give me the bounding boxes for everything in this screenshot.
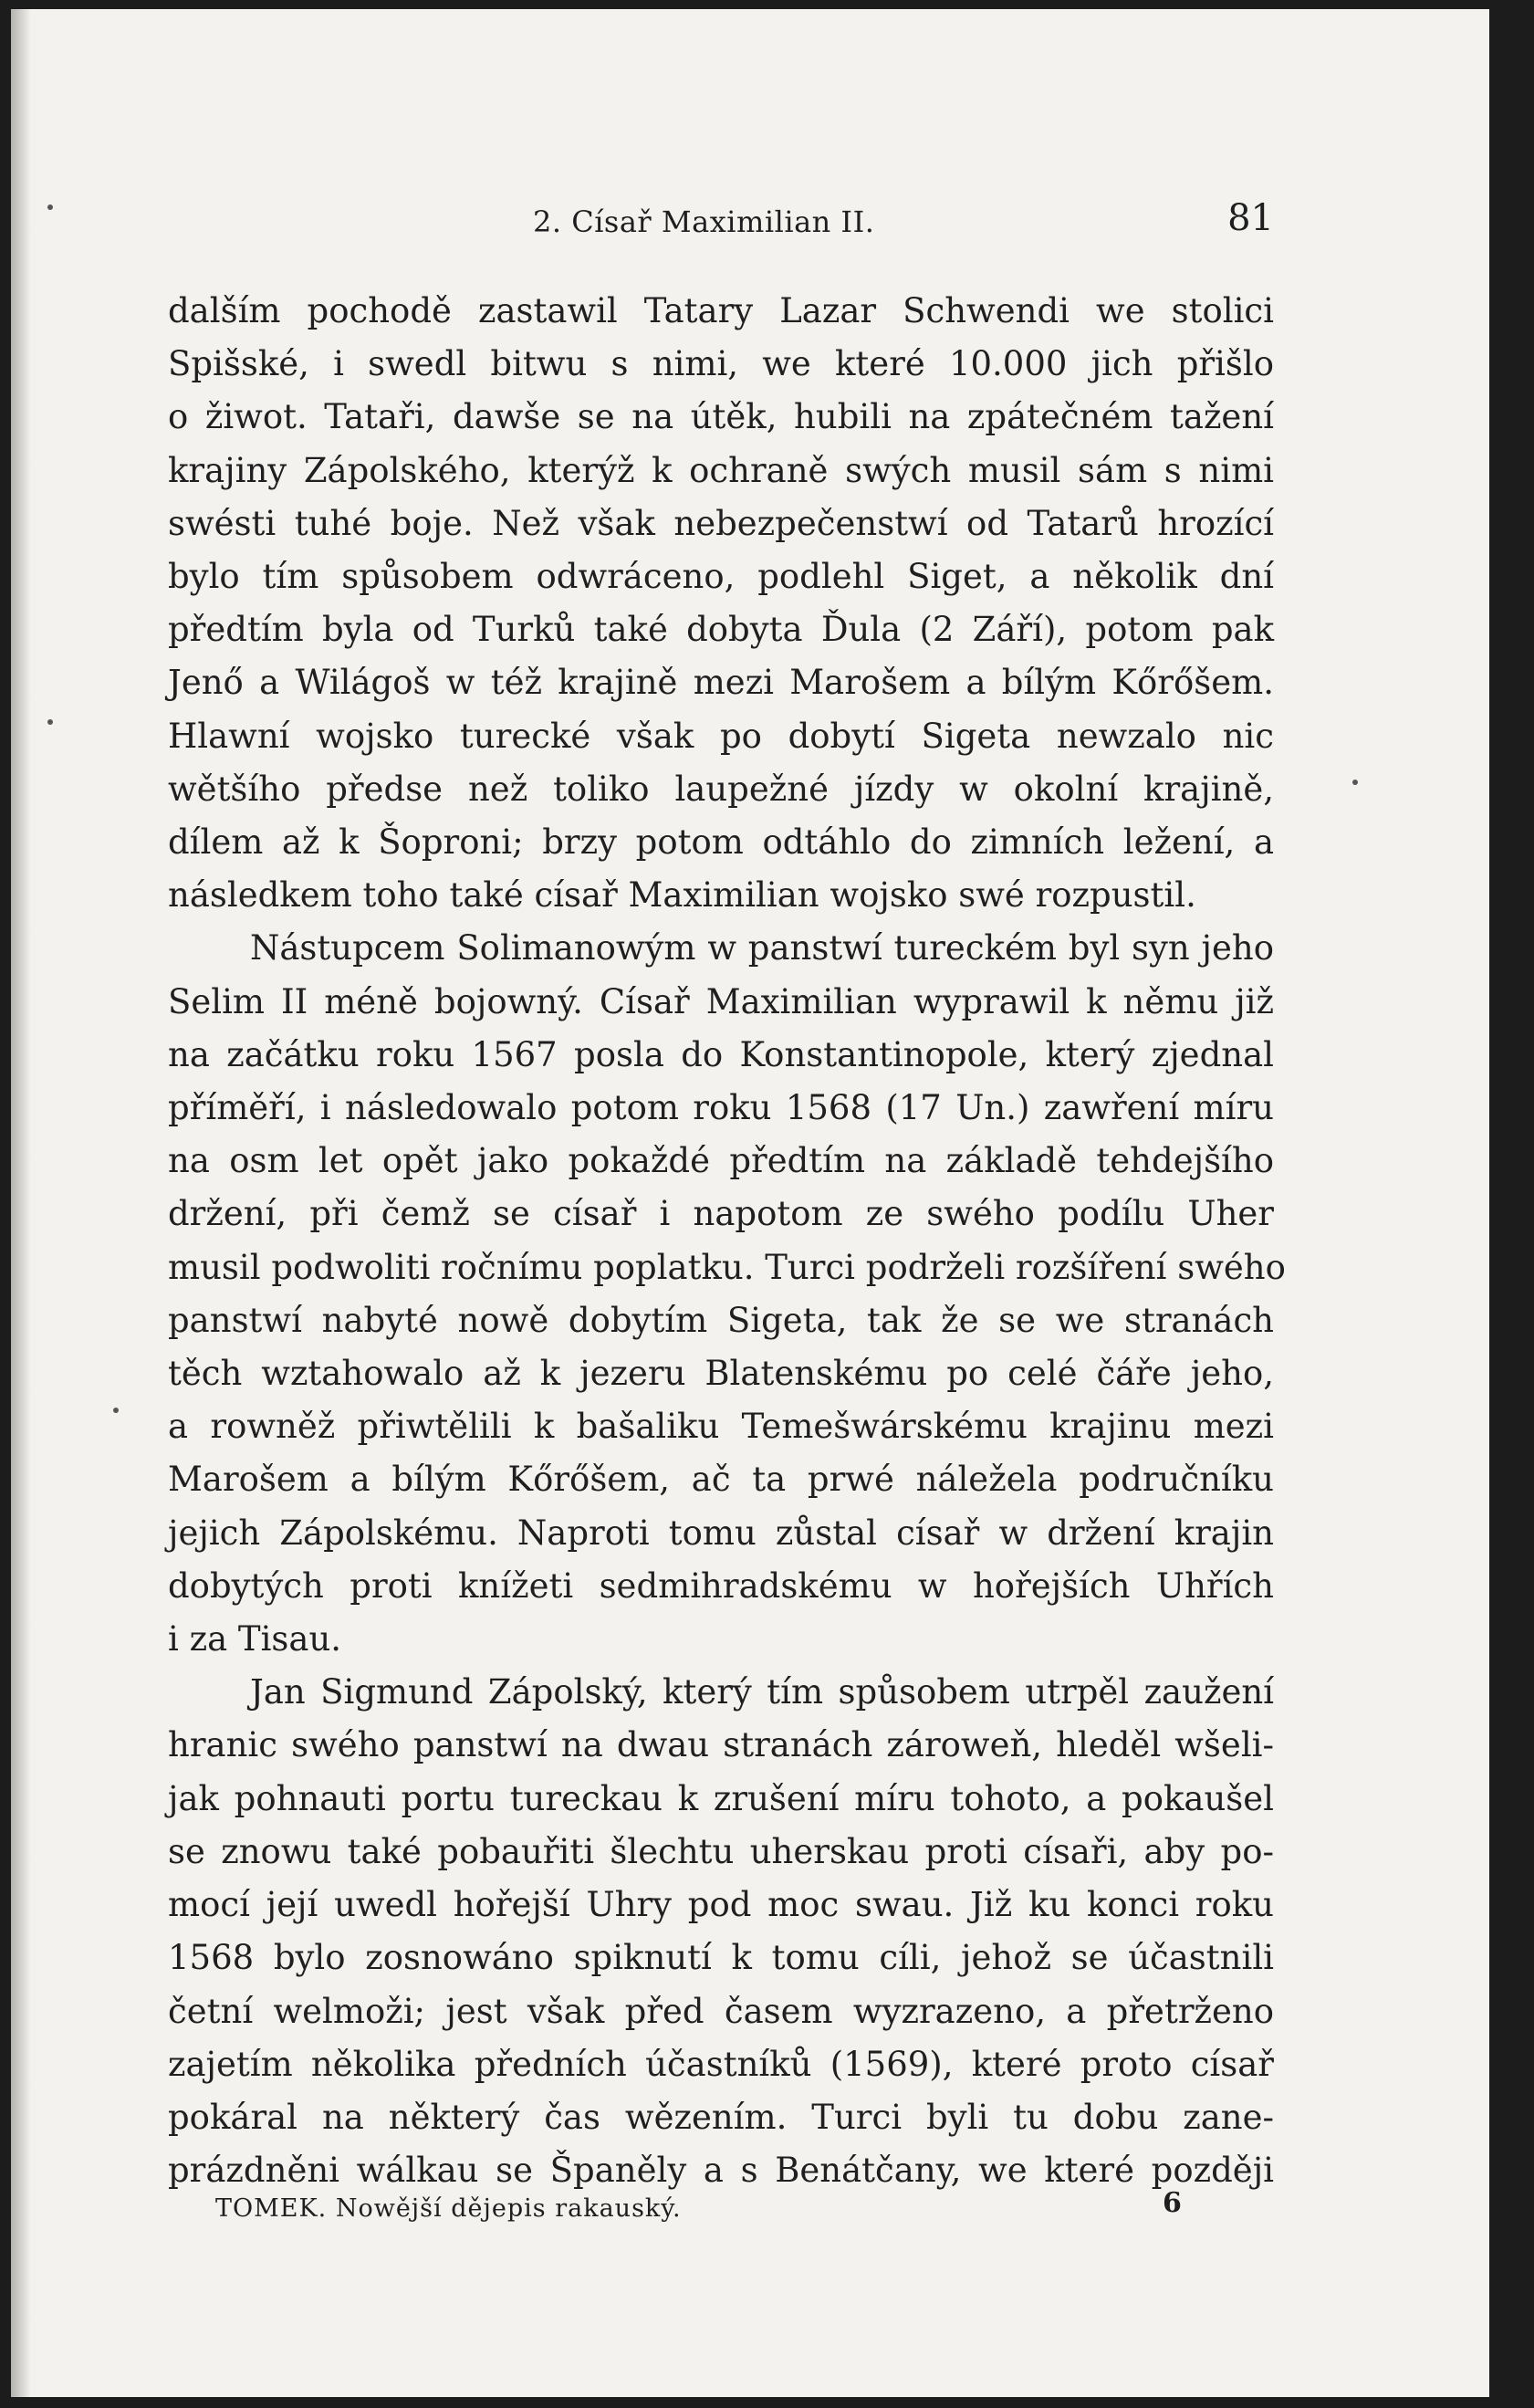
text-line: Jan Sigmund Zápolský, který tím spůsobem utrpěl zaužení xyxy=(250,1672,1274,1712)
text-line: předtím byla od Turků také dobyta Ďula (2 Září), potom pak xyxy=(168,610,1274,650)
text-line: držení, při čemž se císař i napotom ze swého podílu Uher xyxy=(168,1194,1274,1234)
book-page xyxy=(11,9,1489,2397)
page-number: 81 xyxy=(1227,197,1274,239)
page-footer xyxy=(168,2187,1274,2233)
text-line: musil podwoliti ročnímu poplatku. Turci podrželi rozšíření swého xyxy=(168,1247,1286,1287)
paragraph-2 xyxy=(168,922,1286,1666)
paragraph-1 xyxy=(168,285,1274,922)
text-line: prázdněni wálkau se Španěly a s Benátčany, we které později xyxy=(168,2151,1274,2191)
text-line: Jenő a Wilágoš w též krajině mezi Marošem a bílým Kőrőšem. xyxy=(168,663,1274,703)
signature-mark: 6 xyxy=(1163,2187,1182,2219)
text-line: jejich Zápolskému. Naproti tomu zůstal císař w držení krajin xyxy=(168,1513,1274,1553)
text-line: i za Tisau. xyxy=(168,1619,342,1659)
text-line: krajiny Zápolského, kterýž k ochraně swých musil sám s nimi xyxy=(168,450,1274,490)
text-line: Spišské, i swedl bitwu s nimi, we které 10.000 jich přišlo xyxy=(168,344,1274,384)
running-head: 2. Císař Maximilian II. xyxy=(533,204,875,239)
text-line: příměří, i následowalo potom roku 1568 (17 Un.) zawření míru xyxy=(168,1088,1274,1128)
text-line: dalším pochodě zastawil Tatary Lazar Schwendi we stolici xyxy=(168,291,1274,330)
text-line: se znowu také pobauřiti šlechtu uherskau proti císaři, aby po- xyxy=(168,1831,1274,1871)
page-header xyxy=(168,192,1274,250)
text-line: Hlawní wojsko turecké však po dobytí Sigeta newzalo nic xyxy=(168,716,1274,756)
page-edge-shadow xyxy=(11,9,31,2397)
scan-speck xyxy=(47,719,53,725)
text-line: panstwí nabyté nowě dobytím Sigeta, tak že se we stranách xyxy=(168,1300,1274,1340)
text-line: Nástupcem Solimanowým w panstwí tureckém byl syn jeho xyxy=(250,928,1274,968)
scan-speck xyxy=(47,204,53,210)
text-line: hranic swého panstwí na dwau stranách zároweň, hleděl wšeli- xyxy=(168,1725,1274,1765)
text-line: jak pohnauti portu tureckau k zrušení míru tohoto, a pokaušel xyxy=(168,1778,1274,1818)
text-line: zajetím několika předních účastníků (1569), které proto císař xyxy=(168,2044,1274,2084)
text-line: dobytých proti knížeti sedmihradskému w hořejších Uhřích xyxy=(168,1565,1274,1606)
text-line: četní welmoži; jest však před časem wyzrazeno, a přetrženo xyxy=(168,1991,1274,2031)
text-line: Marošem a bílým Kőrőšem, ač ta prwé náležela područníku xyxy=(168,1460,1274,1500)
text-line: Selim II méně bojowný. Císař Maximilian wyprawil k němu již xyxy=(168,981,1274,1021)
body-text xyxy=(168,285,1286,2197)
scan-speck xyxy=(113,1408,119,1413)
paragraph-3 xyxy=(168,1666,1274,2197)
text-line: na osm let opět jako pokaždé předtím na základě tehdejšího xyxy=(168,1141,1274,1181)
text-line: wětšího předse než toliko laupežné jízdy w okolní krajině, xyxy=(168,769,1274,809)
text-line: následkem toho také císař Maximilian wojsko swé rozpustil. xyxy=(168,875,1196,916)
text-line: swésti tuhé boje. Než však nebezpečenstwí od Tatarů hrozící xyxy=(168,503,1274,543)
text-line: mocí její uwedl hořejší Uhry pod moc swau. Již ku konci roku xyxy=(168,1885,1274,1925)
text-line: bylo tím spůsobem odwráceno, podlehl Siget, a několik dní xyxy=(168,557,1274,597)
text-line: těch wztahowalo až k jezeru Blatenskému po celé čáře jeho, xyxy=(168,1354,1274,1394)
text-line: dílem až k Šoproni; brzy potom odtáhlo do zimních ležení, a xyxy=(168,822,1274,863)
footer-author-line: TOMEK. Nowější dějepis rakauský. xyxy=(215,2194,682,2223)
text-line: o žiwot. Tataři, dawše se na útěk, hubili na zpátečném tažení xyxy=(168,397,1274,437)
text-line: 1568 bylo zosnowáno spiknutí k tomu cíli, jehož se účastnili xyxy=(168,1938,1274,1978)
text-line: na začátku roku 1567 posla do Konstantinopole, který zjednal xyxy=(168,1034,1274,1074)
text-line: a rowněž přiwtělili k bašaliku Temešwárskému krajinu mezi xyxy=(168,1407,1274,1447)
text-line: pokáral na některý čas wězením. Turci byli tu dobu zane- xyxy=(168,2097,1274,2137)
scan-speck xyxy=(1352,780,1358,785)
